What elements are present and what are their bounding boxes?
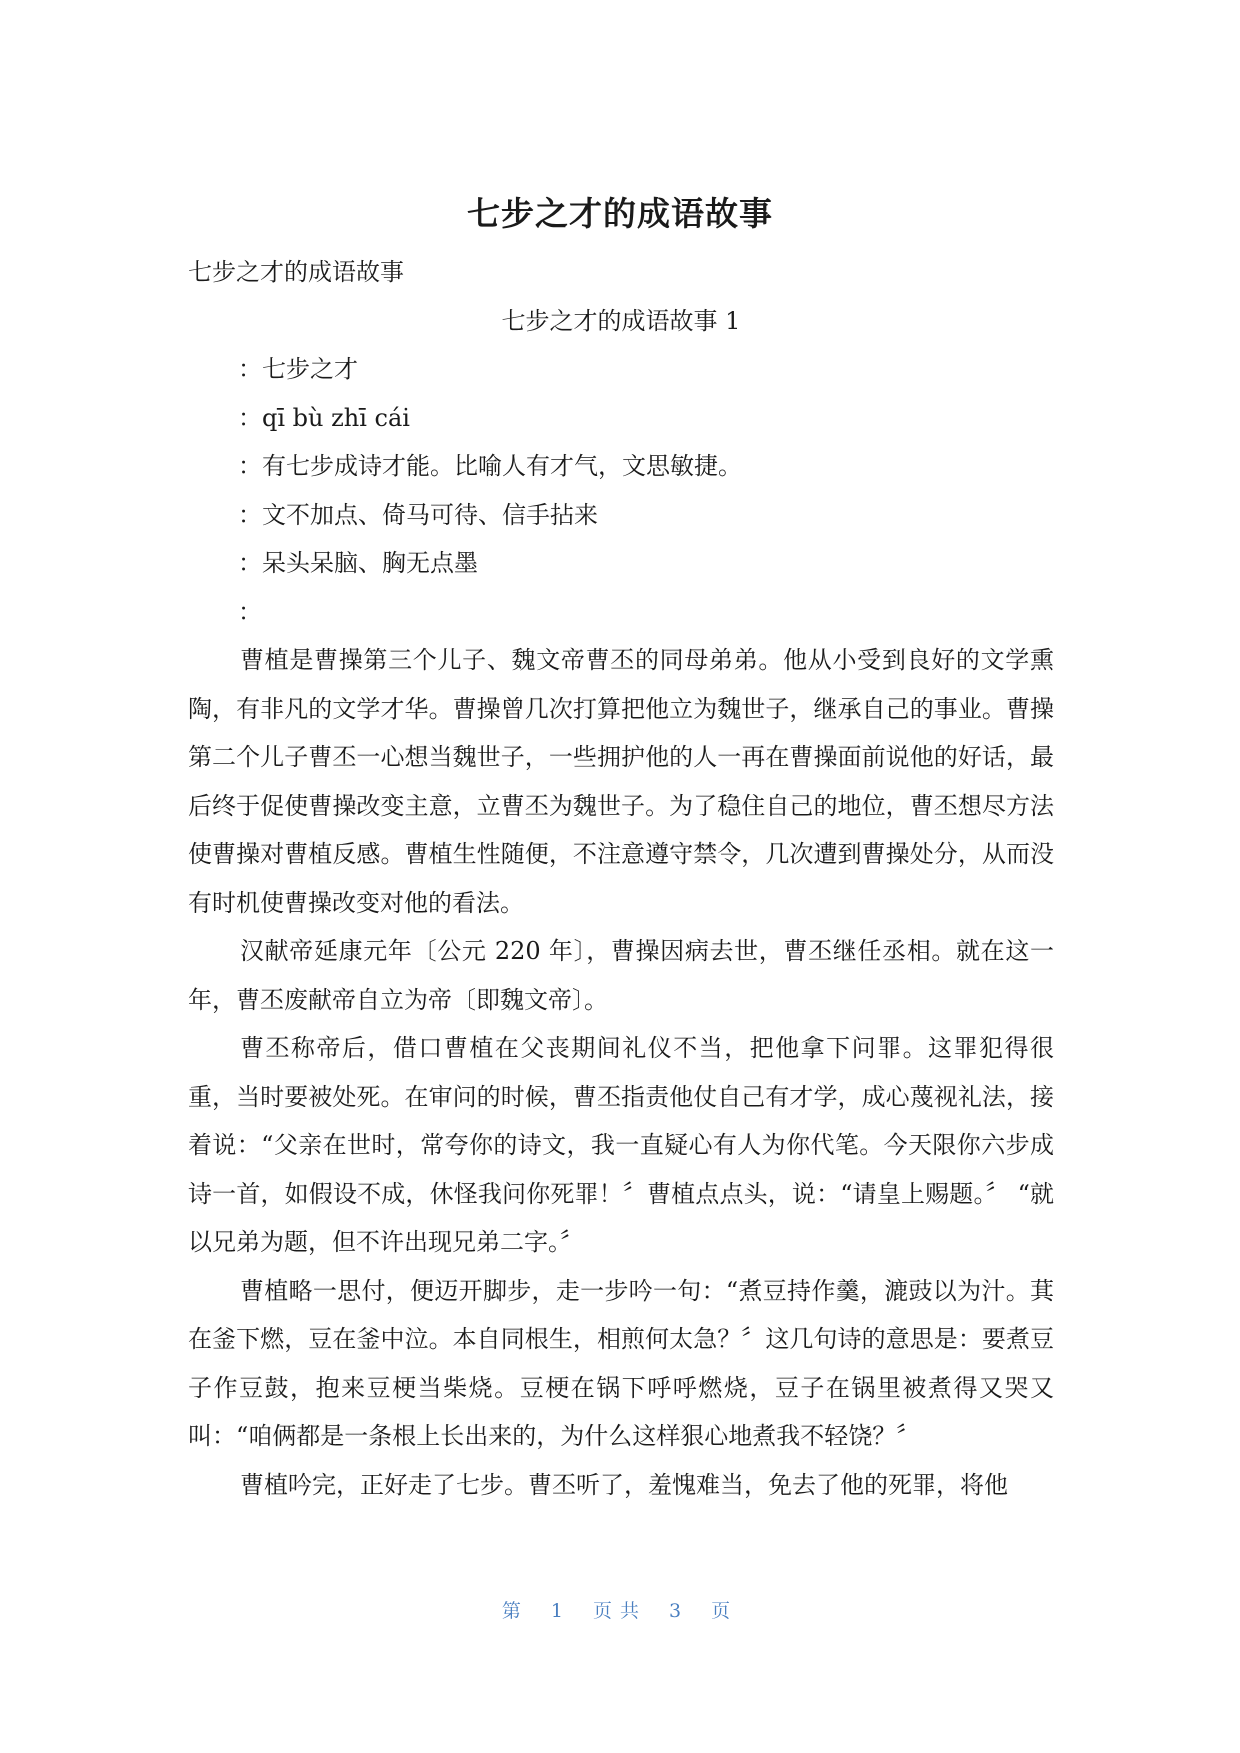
subheading: 七步之才的成语故事 1	[501, 306, 741, 335]
paragraph: 汉献帝延康元年〔公元 220 年〕，曹操因病去世，曹丕继任丞相。就在这一年，曹丕废献帝自立为帝〔即魏文帝〕。	[188, 937, 1054, 1014]
paragraph: 曹植是曹操第三个儿子、魏文帝曹丕的同母弟弟。他从小受到良好的文学熏陶，有非凡的文学才华。曹操曾几次打算把他立为魏世子，继承自己的事业。曹操第二个儿子曹丕一心想当魏世子，一些拥护他的人一再在曹操面前说他的好话，最后终于促使曹操改变主意，立曹丕为魏世子。为了稳住自己的地位，曹丕想尽方法使曹操对曹植反感。曹植生性随便，不注意遵守禁令，几次遭到曹操处分，从而没有时机使曹操改变对他的看法。	[188, 646, 1054, 917]
field-meaning: ：有七步成诗才能。比喻人有才气，文思敏捷。	[238, 452, 742, 480]
paragraph: 曹植略一思付，便迈开脚步，走一步吟一句：“煮豆持作羹，漉豉以为汁。萁在釜下燃，豆在釜中泣。本自同根生，相煎何太急？〞这几句诗的意思是：要煮豆子作豆鼓，抱来豆梗当柴烧。豆梗在锅下呼呼燃烧，豆子在锅里被煮得又哭又叫：“咱俩都是一条根上长出来的，为什么这样狠心地煮我不轻饶？〞	[188, 1276, 1054, 1450]
field-empty: ：	[238, 597, 262, 626]
document-body	[188, 248, 1054, 1509]
field-antonyms: ：呆头呆脑、胸无点墨	[238, 549, 478, 577]
field-idiom: ：七步之才	[238, 355, 358, 383]
paragraph: 曹植吟完，正好走了七步。曹丕听了，羞愧难当，免去了他的死罪，将他	[240, 1470, 1008, 1499]
document-title: 七步之才的成语故事	[467, 194, 773, 233]
paragraph: 曹丕称帝后，借口曹植在父丧期间礼仪不当，把他拿下问罪。这罪犯得很重，当时要被处死。在审问的时候，曹丕指责他仗自己有才学，成心蔑视礼法，接着说：“父亲在世时，常夸你的诗文，我一直疑心有人为你代笔。今天限你六步成诗一首，如假设不成，休怪我问你死罪！〞曹植点点头，说：“请皇上赐题。〞 “就以兄弟为题，但不许出现兄弟二字。〞	[188, 1034, 1054, 1256]
field-synonyms: ：文不加点、倚马可待、信手拈来	[238, 500, 598, 529]
heading: 七步之才的成语故事	[188, 258, 404, 286]
page-footer: 第 1 页共 3 页	[501, 1600, 739, 1622]
field-pinyin: ：qī bù zhī cái	[238, 403, 410, 432]
